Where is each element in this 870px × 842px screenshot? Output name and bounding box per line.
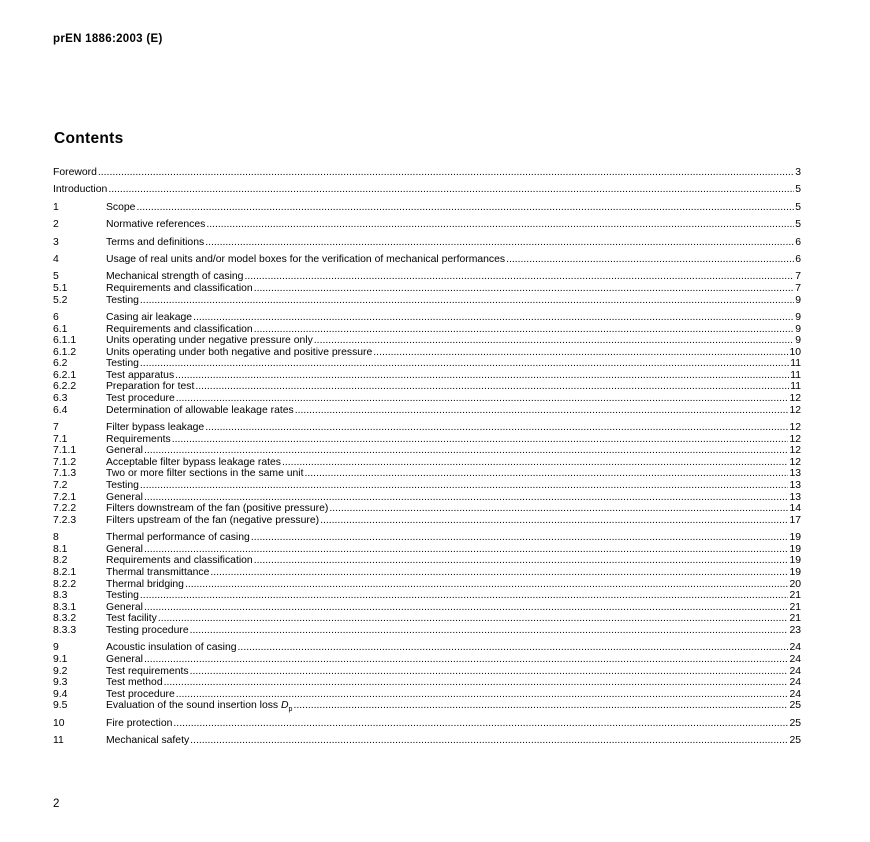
toc-leader-dots <box>320 515 788 527</box>
toc-leader-dots <box>205 237 794 249</box>
toc-leader-dots <box>254 555 789 567</box>
toc-entry-title-text: Testing <box>106 590 139 602</box>
toc-entry-title <box>106 492 143 504</box>
toc-entry-number: 5.2 <box>53 294 68 306</box>
toc-entry-title-text: Thermal bridging <box>106 578 184 590</box>
toc-leader-dots <box>158 613 789 625</box>
toc-entry-title-text: Testing procedure <box>106 624 189 636</box>
toc-entry-title <box>106 271 243 283</box>
toc-entry-title <box>106 468 304 480</box>
toc-entry[interactable] <box>53 381 801 393</box>
toc-entry-page: 12 <box>789 393 801 405</box>
toc-entry[interactable] <box>53 666 801 678</box>
toc-entry-title-text: Test apparatus <box>106 369 175 381</box>
toc-entry-title-text: Test procedure <box>106 393 175 405</box>
toc-entry-title <box>106 579 184 591</box>
toc-entry-page: 9 <box>795 311 801 323</box>
toc-entry-title-text: Mechanical strength of casing <box>106 271 244 283</box>
toc-entry-symbol-subscript: p <box>288 706 293 714</box>
toc-entry-page: 13 <box>789 480 801 492</box>
toc-entry-title-text: Test facility <box>106 613 157 625</box>
toc-entry-number: 8.2.1 <box>53 566 77 578</box>
toc-entry-title <box>106 295 139 307</box>
toc-entry[interactable] <box>53 422 801 434</box>
toc-entry-title-text: Thermal transmittance <box>106 566 210 578</box>
toc-entry-title-text: Test procedure <box>106 688 175 700</box>
toc-entry-title <box>106 480 139 492</box>
toc-entry[interactable] <box>53 445 801 457</box>
toc-entry-title <box>106 381 194 393</box>
toc-entry-number: 6.2.1 <box>53 369 77 381</box>
toc-entry[interactable] <box>53 271 801 283</box>
toc-entry-page: 6 <box>795 253 801 265</box>
toc-entry-number: 9.3 <box>53 677 68 689</box>
toc-entry-number: 7.1 <box>53 433 68 445</box>
toc-entry-title-text: General <box>106 491 143 503</box>
toc-entry-number: 8.3 <box>53 590 68 602</box>
toc-entry-page: 24 <box>789 688 801 700</box>
toc-leader-dots <box>210 567 788 579</box>
toc-entry[interactable] <box>53 219 801 231</box>
toc-entry-title <box>106 358 139 370</box>
toc-leader-dots <box>293 700 788 712</box>
toc-entry-title <box>106 613 157 625</box>
toc-leader-dots <box>144 544 788 556</box>
toc-entry-number: 3 <box>53 236 59 248</box>
toc-entry-page: 19 <box>789 555 801 567</box>
toc-leader-dots <box>506 254 794 266</box>
toc-entry[interactable] <box>53 335 801 347</box>
toc-entry-title <box>106 503 328 515</box>
toc-entry-number: 8.3.2 <box>53 613 77 625</box>
toc-entry-number: 6.3 <box>53 393 68 405</box>
toc-leader-dots <box>373 347 788 359</box>
toc-entry-page: 11 <box>790 369 801 381</box>
toc-entry-title-text: Filter bypass leakage <box>106 422 205 434</box>
toc-entry-title <box>106 700 292 716</box>
toc-entry[interactable] <box>53 735 801 747</box>
toc-entry-title <box>106 515 319 527</box>
toc-entry[interactable] <box>53 642 801 654</box>
toc-entry-title <box>106 405 294 417</box>
toc-entry-title-text: Introduction <box>53 184 108 196</box>
toc-entry-number: 6.1.2 <box>53 346 77 358</box>
toc-entry-page: 21 <box>789 601 801 613</box>
toc-entry-title <box>106 625 189 637</box>
toc-entry-title <box>106 642 237 654</box>
toc-entry-title-text: Evaluation of the sound insertion loss <box>106 700 282 712</box>
table-of-contents <box>53 167 801 747</box>
toc-entry-title-text: Casing air leakage <box>106 311 193 323</box>
toc-entry-title-text: General <box>106 601 143 613</box>
toc-entry[interactable] <box>53 718 801 730</box>
toc-entry-title-text: Testing <box>106 358 139 370</box>
toc-entry-title <box>106 532 250 544</box>
toc-entry-title-text: Foreword <box>53 167 97 178</box>
toc-entry[interactable] <box>53 295 801 307</box>
toc-entry-title <box>106 590 139 602</box>
toc-entry[interactable] <box>53 184 801 196</box>
toc-entry-number: 9.1 <box>53 653 68 665</box>
toc-entry-title <box>106 666 189 678</box>
toc-entry[interactable] <box>53 393 801 405</box>
toc-entry-page: 24 <box>789 642 801 654</box>
toc-leader-dots <box>305 468 789 480</box>
toc-entry[interactable] <box>53 254 801 266</box>
toc-entry[interactable] <box>53 532 801 544</box>
toc-entry-title <box>106 445 143 457</box>
toc-entry[interactable] <box>53 503 801 515</box>
toc-entry-title-text: Requirements and classification <box>106 323 253 335</box>
toc-entry-title-text: Test method <box>106 677 163 689</box>
toc-entry-page: 5 <box>795 201 801 213</box>
toc-entry-page: 7 <box>795 282 801 294</box>
toc-entry-number: 6.2 <box>53 358 68 370</box>
toc-entry-number: 6.2.2 <box>53 381 77 393</box>
toc-entry-number: 9.4 <box>53 688 68 700</box>
toc-entry-page: 19 <box>789 532 801 544</box>
toc-entry-title-text: Scope <box>106 201 136 213</box>
toc-leader-dots <box>144 602 788 614</box>
toc-entry-number: 7.2.1 <box>53 491 77 503</box>
toc-leader-dots <box>238 642 789 654</box>
toc-entry-title <box>53 184 107 196</box>
toc-leader-dots <box>140 295 794 307</box>
toc-leader-dots <box>190 625 789 637</box>
toc-entry[interactable] <box>53 480 801 492</box>
toc-entry-title <box>106 312 192 324</box>
toc-entry-page: 5 <box>795 219 801 231</box>
toc-entry-number: 6 <box>53 311 59 323</box>
toc-leader-dots <box>282 457 788 469</box>
toc-leader-dots <box>140 480 789 492</box>
toc-entry-title-text: Fire protection <box>106 717 173 729</box>
toc-entry-title <box>106 347 372 359</box>
toc-entry[interactable] <box>53 492 801 504</box>
toc-entry-title <box>106 567 209 579</box>
toc-entry-page: 12 <box>789 404 801 416</box>
toc-entry-title-text: Units operating under both negative and positive pressure <box>106 346 373 358</box>
toc-entry-symbol: D <box>281 700 289 712</box>
toc-entry-number: 7.2.3 <box>53 514 77 526</box>
toc-entry-page: 9 <box>795 335 801 347</box>
toc-entry-page: 7 <box>795 271 801 283</box>
toc-entry-number: 8 <box>53 532 59 544</box>
toc-leader-dots <box>140 590 789 602</box>
toc-entry-number: 8.3.1 <box>53 601 77 613</box>
toc-entry-title <box>106 457 281 469</box>
toc-leader-dots <box>140 358 789 370</box>
toc-entry[interactable] <box>53 237 801 249</box>
toc-entry-number: 7 <box>53 422 59 434</box>
toc-entry-page: 25 <box>789 717 801 729</box>
toc-entry[interactable] <box>53 544 801 556</box>
toc-entry-title-text: Test requirements <box>106 665 189 677</box>
toc-entry[interactable] <box>53 579 801 591</box>
toc-entry-number: 7.1.2 <box>53 456 77 468</box>
toc-entry-title <box>106 283 253 295</box>
toc-leader-dots <box>244 271 794 283</box>
toc-leader-dots <box>205 422 788 434</box>
toc-entry-title <box>106 718 172 730</box>
toc-entry-title <box>106 555 253 567</box>
toc-entry[interactable] <box>53 358 801 370</box>
toc-entry-title-text: Normative references <box>106 219 206 231</box>
toc-entry-page: 20 <box>789 578 801 590</box>
toc-entry-number: 11 <box>53 735 64 747</box>
toc-leader-dots <box>254 283 795 295</box>
toc-entry-page: 10 <box>789 346 801 358</box>
toc-entry[interactable] <box>53 567 801 579</box>
toc-entry-page: 24 <box>789 653 801 665</box>
toc-entry-title <box>106 434 171 446</box>
toc-leader-dots <box>185 579 788 591</box>
toc-leader-dots <box>144 654 788 666</box>
toc-entry-title-text: Testing <box>106 294 139 306</box>
toc-entry-title <box>106 602 143 614</box>
toc-leader-dots <box>254 324 795 336</box>
toc-entry-number: 9.5 <box>53 700 68 712</box>
toc-entry-title <box>106 393 175 405</box>
toc-leader-dots <box>195 381 789 393</box>
toc-entry[interactable] <box>53 689 801 701</box>
toc-entry-title <box>106 219 205 231</box>
toc-entry-page: 6 <box>795 236 801 248</box>
toc-entry[interactable] <box>53 590 801 602</box>
toc-entry-number: 1 <box>53 201 59 213</box>
toc-entry-number: 7.1.3 <box>53 468 77 480</box>
toc-leader-dots <box>190 666 789 678</box>
toc-entry-page: 5 <box>795 184 801 196</box>
toc-entry-title-text: Preparation for test <box>106 381 195 393</box>
toc-entry[interactable] <box>53 405 801 417</box>
toc-entry-title-text: Acoustic insulation of casing <box>106 642 237 654</box>
toc-entry-title-text: Usage of real units and/or model boxes for the verification of mechanical performances <box>106 253 506 265</box>
toc-entry-title-text: Mechanical safety <box>106 735 190 747</box>
toc-entry-title-text: Filters upstream of the fan (negative pressure) <box>106 514 320 526</box>
toc-entry-page: 12 <box>789 422 801 434</box>
toc-entry-number: 8.1 <box>53 543 68 555</box>
toc-entry-title-text: Thermal performance of casing <box>106 532 250 544</box>
toc-leader-dots <box>136 202 794 214</box>
toc-entry-page: 14 <box>789 503 801 515</box>
toc-entry[interactable] <box>53 167 801 179</box>
toc-entry-number: 6.1 <box>53 323 68 335</box>
toc-entry-page: 25 <box>789 700 801 712</box>
toc-entry-number: 5.1 <box>53 282 68 294</box>
toc-leader-dots <box>144 492 788 504</box>
toc-leader-dots <box>193 312 794 324</box>
page-number: 2 <box>53 798 60 810</box>
toc-entry[interactable] <box>53 700 801 712</box>
toc-entry-page: 21 <box>789 613 801 625</box>
toc-entry-title <box>106 735 189 747</box>
toc-leader-dots <box>175 370 789 382</box>
toc-entry-title <box>53 167 97 179</box>
toc-entry-page: 12 <box>789 433 801 445</box>
toc-leader-dots <box>176 689 789 701</box>
toc-entry-page: 11 <box>790 358 801 370</box>
toc-entry-title-text: General <box>106 653 143 665</box>
toc-entry-number: 6.4 <box>53 404 68 416</box>
toc-entry-number: 2 <box>53 219 59 231</box>
toc-entry-number: 8.2 <box>53 555 68 567</box>
toc-entry[interactable] <box>53 324 801 336</box>
toc-entry-page: 11 <box>790 381 801 393</box>
toc-entry[interactable] <box>53 468 801 480</box>
toc-entry-page: 19 <box>789 566 801 578</box>
toc-leader-dots <box>329 503 788 515</box>
toc-entry-page: 21 <box>789 590 801 602</box>
toc-entry-number: 4 <box>53 253 59 265</box>
toc-entry-number: 7.2.2 <box>53 503 77 515</box>
toc-entry[interactable] <box>53 625 801 637</box>
toc-entry[interactable] <box>53 457 801 469</box>
toc-entry[interactable] <box>53 347 801 359</box>
toc-entry-number: 7.2 <box>53 480 68 492</box>
toc-entry-title-text: General <box>106 445 143 457</box>
toc-entry[interactable] <box>53 602 801 614</box>
toc-entry-page: 9 <box>795 294 801 306</box>
toc-entry-title-text: Requirements and classification <box>106 282 253 294</box>
document-header: prEN 1886:2003 (E) <box>53 33 163 45</box>
toc-entry[interactable] <box>53 202 801 214</box>
toc-entry-title <box>106 544 143 556</box>
toc-entry-number: 8.2.2 <box>53 578 77 590</box>
toc-leader-dots <box>314 335 794 347</box>
toc-entry-title-text: Terms and definitions <box>106 236 205 248</box>
toc-leader-dots <box>176 393 789 405</box>
toc-entry-title-text: Acceptable filter bypass leakage rates <box>106 456 282 468</box>
toc-entry[interactable] <box>53 555 801 567</box>
toc-entry-title <box>106 370 174 382</box>
toc-entry-title <box>106 202 135 214</box>
toc-entry-page: 9 <box>795 323 801 335</box>
toc-entry-title <box>106 335 313 347</box>
toc-leader-dots <box>251 532 789 544</box>
toc-entry-title-text: Requirements <box>106 433 171 445</box>
toc-entry-title-text: Two or more filter sections in the same unit <box>106 468 304 480</box>
contents-heading: Contents <box>54 130 124 147</box>
toc-entry[interactable] <box>53 283 801 295</box>
toc-entry-title-text: Filters downstream of the fan (positive pressure) <box>106 503 329 515</box>
toc-entry[interactable] <box>53 370 801 382</box>
toc-entry-title <box>106 422 204 434</box>
toc-entry-title-text: Units operating under negative pressure only <box>106 335 313 347</box>
toc-entry[interactable] <box>53 515 801 527</box>
toc-entry-number: 5 <box>53 271 59 283</box>
toc-entry-page: 12 <box>789 456 801 468</box>
toc-leader-dots <box>173 718 788 730</box>
toc-entry-title-text: Determination of allowable leakage rates <box>106 404 294 416</box>
toc-leader-dots <box>172 434 789 446</box>
toc-entry[interactable] <box>53 654 801 666</box>
toc-entry[interactable] <box>53 312 801 324</box>
toc-entry[interactable] <box>53 434 801 446</box>
toc-entry-page: 19 <box>789 543 801 555</box>
toc-entry-number: 8.3.3 <box>53 624 77 636</box>
toc-entry-page: 24 <box>789 677 801 689</box>
toc-leader-dots <box>98 167 794 179</box>
toc-entry-number: 6.1.1 <box>53 335 77 347</box>
toc-entry-page: 13 <box>789 468 801 480</box>
toc-entry-number: 7.1.1 <box>53 445 77 457</box>
toc-leader-dots <box>108 184 794 196</box>
toc-entry-title <box>106 689 175 701</box>
toc-entry-page: 12 <box>789 445 801 457</box>
toc-entry-title <box>106 654 143 666</box>
toc-entry-title <box>106 237 204 249</box>
toc-entry-title-text: Requirements and classification <box>106 555 253 567</box>
toc-entry[interactable] <box>53 677 801 689</box>
toc-leader-dots <box>164 677 789 689</box>
toc-entry-page: 3 <box>795 167 801 178</box>
toc-entry-title-text: Testing <box>106 480 139 492</box>
toc-entry-number: 9.2 <box>53 665 68 677</box>
toc-leader-dots <box>295 405 789 417</box>
toc-entry-page: 23 <box>789 624 801 636</box>
toc-leader-dots <box>144 445 788 457</box>
toc-entry-page: 17 <box>789 514 801 526</box>
toc-entry-title-text: General <box>106 543 143 555</box>
toc-leader-dots <box>190 735 788 747</box>
toc-entry-title <box>106 324 253 336</box>
toc-entry-page: 24 <box>789 665 801 677</box>
toc-entry[interactable] <box>53 613 801 625</box>
toc-entry-page: 25 <box>789 735 801 747</box>
toc-entry-title <box>106 254 505 266</box>
toc-entry-number: 9 <box>53 642 59 654</box>
toc-entry-number: 10 <box>53 717 65 729</box>
toc-leader-dots <box>206 219 794 231</box>
toc-entry-page: 13 <box>789 491 801 503</box>
toc-entry-title <box>106 677 163 689</box>
